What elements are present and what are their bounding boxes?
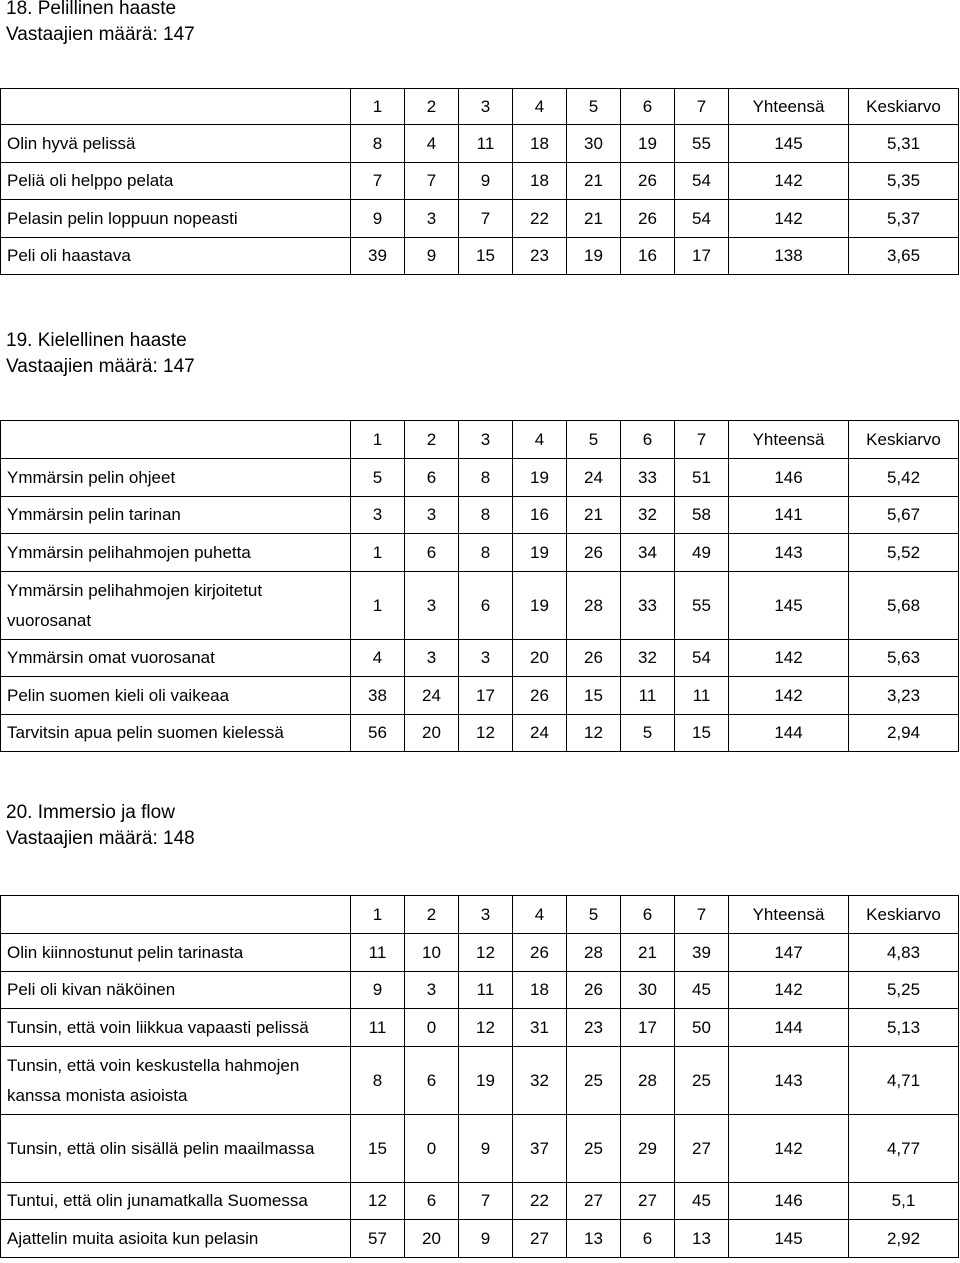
response-count-cell: 9 xyxy=(459,1115,513,1183)
table-row xyxy=(1,238,959,275)
response-count-cell: 24 xyxy=(513,715,567,752)
total-cell: 141 xyxy=(729,497,849,534)
column-header: 2 xyxy=(405,896,459,934)
response-count-cell: 1 xyxy=(351,534,405,572)
column-header: Keskiarvo xyxy=(849,421,959,459)
response-count-cell: 26 xyxy=(621,163,675,200)
total-cell: 142 xyxy=(729,163,849,200)
total-cell: 142 xyxy=(729,640,849,677)
column-header: 4 xyxy=(513,89,567,125)
total-cell: 143 xyxy=(729,534,849,572)
response-count-cell: 19 xyxy=(513,534,567,572)
table-row xyxy=(1,459,959,497)
response-count-cell: 7 xyxy=(405,163,459,200)
respondent-count: Vastaajien määrä: 147 xyxy=(6,24,195,45)
column-header: 2 xyxy=(405,89,459,125)
response-count-cell: 9 xyxy=(459,163,513,200)
response-count-cell: 26 xyxy=(513,677,567,715)
response-count-cell: 54 xyxy=(675,640,729,677)
response-count-cell: 8 xyxy=(459,534,513,572)
response-count-cell: 25 xyxy=(675,1047,729,1115)
column-header: 5 xyxy=(567,421,621,459)
response-count-cell: 6 xyxy=(459,572,513,640)
row-label: Tunsin, että voin liikkua vapaasti pelissä xyxy=(1,1009,351,1047)
header-blank-cell xyxy=(1,896,351,934)
total-cell: 144 xyxy=(729,715,849,752)
table-row xyxy=(1,640,959,677)
response-count-cell: 7 xyxy=(459,1183,513,1220)
table-row xyxy=(1,715,959,752)
table-row xyxy=(1,1047,959,1115)
response-count-cell: 3 xyxy=(405,497,459,534)
response-count-cell: 16 xyxy=(621,238,675,275)
row-label: Ymmärsin pelin tarinan xyxy=(1,497,351,534)
total-cell: 145 xyxy=(729,572,849,640)
response-count-cell: 21 xyxy=(621,934,675,972)
response-count-cell: 18 xyxy=(513,163,567,200)
response-count-cell: 13 xyxy=(675,1220,729,1258)
response-count-cell: 23 xyxy=(513,238,567,275)
response-count-cell: 26 xyxy=(567,534,621,572)
response-count-cell: 15 xyxy=(351,1115,405,1183)
response-count-cell: 26 xyxy=(621,200,675,238)
results-table xyxy=(0,88,959,275)
table-row xyxy=(1,1220,959,1258)
response-count-cell: 7 xyxy=(351,163,405,200)
response-count-cell: 9 xyxy=(459,1220,513,1258)
average-cell: 4,83 xyxy=(849,934,959,972)
row-label: Tunsin, että olin sisällä pelin maailmassa xyxy=(1,1115,351,1183)
column-header: Yhteensä xyxy=(729,421,849,459)
respondent-count: Vastaajien määrä: 148 xyxy=(6,828,195,849)
response-count-cell: 57 xyxy=(351,1220,405,1258)
table-row xyxy=(1,534,959,572)
column-header: 1 xyxy=(351,89,405,125)
response-count-cell: 18 xyxy=(513,125,567,163)
response-count-cell: 9 xyxy=(351,200,405,238)
response-count-cell: 3 xyxy=(405,200,459,238)
column-header: Keskiarvo xyxy=(849,896,959,934)
table-row xyxy=(1,934,959,972)
column-header: 7 xyxy=(675,896,729,934)
header-blank-cell xyxy=(1,89,351,125)
response-count-cell: 20 xyxy=(513,640,567,677)
response-count-cell: 25 xyxy=(567,1115,621,1183)
response-count-cell: 3 xyxy=(405,972,459,1009)
total-cell: 145 xyxy=(729,1220,849,1258)
table-header-row xyxy=(1,896,959,934)
response-count-cell: 8 xyxy=(459,459,513,497)
table-header-row xyxy=(1,89,959,125)
response-count-cell: 33 xyxy=(621,459,675,497)
response-count-cell: 16 xyxy=(513,497,567,534)
response-count-cell: 5 xyxy=(621,715,675,752)
total-cell: 143 xyxy=(729,1047,849,1115)
response-count-cell: 49 xyxy=(675,534,729,572)
response-count-cell: 45 xyxy=(675,972,729,1009)
response-count-cell: 19 xyxy=(567,238,621,275)
column-header: Keskiarvo xyxy=(849,89,959,125)
response-count-cell: 51 xyxy=(675,459,729,497)
response-count-cell: 19 xyxy=(621,125,675,163)
response-count-cell: 6 xyxy=(405,459,459,497)
response-count-cell: 5 xyxy=(351,459,405,497)
average-cell: 5,68 xyxy=(849,572,959,640)
header-blank-cell xyxy=(1,421,351,459)
section-heading xyxy=(6,328,195,380)
response-count-cell: 4 xyxy=(405,125,459,163)
table-row xyxy=(1,1183,959,1220)
response-count-cell: 12 xyxy=(459,1009,513,1047)
column-header: 5 xyxy=(567,896,621,934)
response-count-cell: 32 xyxy=(621,497,675,534)
response-count-cell: 19 xyxy=(513,459,567,497)
response-count-cell: 54 xyxy=(675,163,729,200)
response-count-cell: 27 xyxy=(621,1183,675,1220)
average-cell: 4,71 xyxy=(849,1047,959,1115)
row-label: Ymmärsin pelihahmojen kirjoitetut vuorosanat xyxy=(1,572,351,640)
response-count-cell: 12 xyxy=(459,934,513,972)
row-label: Peli oli haastava xyxy=(1,238,351,275)
response-count-cell: 26 xyxy=(513,934,567,972)
row-label: Tunsin, että voin keskustella hahmojen kanssa monista asioista xyxy=(1,1047,351,1115)
average-cell: 4,77 xyxy=(849,1115,959,1183)
total-cell: 146 xyxy=(729,1183,849,1220)
response-count-cell: 15 xyxy=(459,238,513,275)
response-count-cell: 20 xyxy=(405,1220,459,1258)
response-count-cell: 4 xyxy=(351,640,405,677)
response-count-cell: 9 xyxy=(351,972,405,1009)
response-count-cell: 30 xyxy=(567,125,621,163)
response-count-cell: 0 xyxy=(405,1009,459,1047)
response-count-cell: 12 xyxy=(459,715,513,752)
row-label: Ajattelin muita asioita kun pelasin xyxy=(1,1220,351,1258)
response-count-cell: 7 xyxy=(459,200,513,238)
column-header: 3 xyxy=(459,89,513,125)
column-header: 2 xyxy=(405,421,459,459)
table-row xyxy=(1,677,959,715)
response-count-cell: 38 xyxy=(351,677,405,715)
response-count-cell: 6 xyxy=(405,1183,459,1220)
row-label: Ymmärsin omat vuorosanat xyxy=(1,640,351,677)
response-count-cell: 20 xyxy=(405,715,459,752)
response-count-cell: 29 xyxy=(621,1115,675,1183)
column-header: Yhteensä xyxy=(729,89,849,125)
response-count-cell: 12 xyxy=(567,715,621,752)
average-cell: 5,52 xyxy=(849,534,959,572)
response-count-cell: 11 xyxy=(675,677,729,715)
response-count-cell: 17 xyxy=(621,1009,675,1047)
results-table xyxy=(0,895,959,1258)
response-count-cell: 22 xyxy=(513,200,567,238)
response-count-cell: 45 xyxy=(675,1183,729,1220)
total-cell: 142 xyxy=(729,972,849,1009)
average-cell: 2,92 xyxy=(849,1220,959,1258)
column-header: 5 xyxy=(567,89,621,125)
average-cell: 3,23 xyxy=(849,677,959,715)
section-title: 18. Pelillinen haaste xyxy=(6,0,177,19)
response-count-cell: 3 xyxy=(405,640,459,677)
average-cell: 5,42 xyxy=(849,459,959,497)
response-count-cell: 50 xyxy=(675,1009,729,1047)
table-row xyxy=(1,125,959,163)
column-header: 4 xyxy=(513,896,567,934)
row-label: Olin hyvä pelissä xyxy=(1,125,351,163)
row-label: Ymmärsin pelihahmojen puhetta xyxy=(1,534,351,572)
results-table xyxy=(0,420,959,752)
response-count-cell: 28 xyxy=(621,1047,675,1115)
average-cell: 5,35 xyxy=(849,163,959,200)
column-header: 6 xyxy=(621,89,675,125)
average-cell: 2,94 xyxy=(849,715,959,752)
column-header: 7 xyxy=(675,421,729,459)
response-count-cell: 25 xyxy=(567,1047,621,1115)
row-label: Peliä oli helppo pelata xyxy=(1,163,351,200)
response-count-cell: 21 xyxy=(567,163,621,200)
column-header: 7 xyxy=(675,89,729,125)
column-header: 3 xyxy=(459,896,513,934)
response-count-cell: 8 xyxy=(351,1047,405,1115)
response-count-cell: 27 xyxy=(675,1115,729,1183)
response-count-cell: 24 xyxy=(405,677,459,715)
response-count-cell: 0 xyxy=(405,1115,459,1183)
row-label: Pelasin pelin loppuun nopeasti xyxy=(1,200,351,238)
response-count-cell: 26 xyxy=(567,972,621,1009)
average-cell: 3,65 xyxy=(849,238,959,275)
response-count-cell: 21 xyxy=(567,497,621,534)
response-count-cell: 19 xyxy=(513,572,567,640)
response-count-cell: 6 xyxy=(621,1220,675,1258)
response-count-cell: 18 xyxy=(513,972,567,1009)
section-title: 19. Kielellinen haaste xyxy=(6,330,187,351)
response-count-cell: 3 xyxy=(405,572,459,640)
total-cell: 147 xyxy=(729,934,849,972)
response-count-cell: 39 xyxy=(675,934,729,972)
total-cell: 144 xyxy=(729,1009,849,1047)
table-row xyxy=(1,572,959,640)
table-row xyxy=(1,972,959,1009)
column-header: 3 xyxy=(459,421,513,459)
response-count-cell: 3 xyxy=(351,497,405,534)
response-count-cell: 1 xyxy=(351,572,405,640)
row-label: Pelin suomen kieli oli vaikeaa xyxy=(1,677,351,715)
response-count-cell: 9 xyxy=(405,238,459,275)
response-count-cell: 12 xyxy=(351,1183,405,1220)
column-header: 6 xyxy=(621,896,675,934)
response-count-cell: 28 xyxy=(567,934,621,972)
response-count-cell: 15 xyxy=(567,677,621,715)
response-count-cell: 23 xyxy=(567,1009,621,1047)
table-row xyxy=(1,163,959,200)
row-label: Tuntui, että olin junamatkalla Suomessa xyxy=(1,1183,351,1220)
row-label: Ymmärsin pelin ohjeet xyxy=(1,459,351,497)
table-row xyxy=(1,1115,959,1183)
response-count-cell: 19 xyxy=(459,1047,513,1115)
response-count-cell: 37 xyxy=(513,1115,567,1183)
response-count-cell: 17 xyxy=(459,677,513,715)
response-count-cell: 3 xyxy=(459,640,513,677)
section-heading xyxy=(6,0,195,48)
total-cell: 142 xyxy=(729,677,849,715)
row-label: Peli oli kivan näköinen xyxy=(1,972,351,1009)
total-cell: 145 xyxy=(729,125,849,163)
response-count-cell: 32 xyxy=(513,1047,567,1115)
row-label: Olin kiinnostunut pelin tarinasta xyxy=(1,934,351,972)
table-row xyxy=(1,1009,959,1047)
response-count-cell: 11 xyxy=(351,934,405,972)
row-label: Tarvitsin apua pelin suomen kielessä xyxy=(1,715,351,752)
response-count-cell: 31 xyxy=(513,1009,567,1047)
response-count-cell: 33 xyxy=(621,572,675,640)
response-count-cell: 39 xyxy=(351,238,405,275)
response-count-cell: 30 xyxy=(621,972,675,1009)
response-count-cell: 55 xyxy=(675,125,729,163)
response-count-cell: 32 xyxy=(621,640,675,677)
response-count-cell: 26 xyxy=(567,640,621,677)
response-count-cell: 11 xyxy=(459,125,513,163)
response-count-cell: 15 xyxy=(675,715,729,752)
response-count-cell: 11 xyxy=(621,677,675,715)
response-count-cell: 13 xyxy=(567,1220,621,1258)
column-header: 1 xyxy=(351,896,405,934)
average-cell: 5,13 xyxy=(849,1009,959,1047)
response-count-cell: 56 xyxy=(351,715,405,752)
table-header-row xyxy=(1,421,959,459)
response-count-cell: 11 xyxy=(351,1009,405,1047)
response-count-cell: 54 xyxy=(675,200,729,238)
total-cell: 142 xyxy=(729,200,849,238)
response-count-cell: 28 xyxy=(567,572,621,640)
response-count-cell: 27 xyxy=(513,1220,567,1258)
section-title: 20. Immersio ja flow xyxy=(6,802,175,823)
response-count-cell: 6 xyxy=(405,1047,459,1115)
respondent-count: Vastaajien määrä: 147 xyxy=(6,356,195,377)
total-cell: 142 xyxy=(729,1115,849,1183)
column-header: 4 xyxy=(513,421,567,459)
average-cell: 5,63 xyxy=(849,640,959,677)
average-cell: 5,37 xyxy=(849,200,959,238)
response-count-cell: 11 xyxy=(459,972,513,1009)
response-count-cell: 27 xyxy=(567,1183,621,1220)
total-cell: 138 xyxy=(729,238,849,275)
column-header: 6 xyxy=(621,421,675,459)
column-header: Yhteensä xyxy=(729,896,849,934)
response-count-cell: 22 xyxy=(513,1183,567,1220)
response-count-cell: 10 xyxy=(405,934,459,972)
response-count-cell: 55 xyxy=(675,572,729,640)
response-count-cell: 34 xyxy=(621,534,675,572)
total-cell: 146 xyxy=(729,459,849,497)
response-count-cell: 8 xyxy=(459,497,513,534)
table-row xyxy=(1,200,959,238)
response-count-cell: 6 xyxy=(405,534,459,572)
response-count-cell: 58 xyxy=(675,497,729,534)
response-count-cell: 21 xyxy=(567,200,621,238)
average-cell: 5,1 xyxy=(849,1183,959,1220)
response-count-cell: 8 xyxy=(351,125,405,163)
average-cell: 5,67 xyxy=(849,497,959,534)
response-count-cell: 24 xyxy=(567,459,621,497)
average-cell: 5,31 xyxy=(849,125,959,163)
average-cell: 5,25 xyxy=(849,972,959,1009)
response-count-cell: 17 xyxy=(675,238,729,275)
section-heading xyxy=(6,800,195,852)
column-header: 1 xyxy=(351,421,405,459)
table-row xyxy=(1,497,959,534)
